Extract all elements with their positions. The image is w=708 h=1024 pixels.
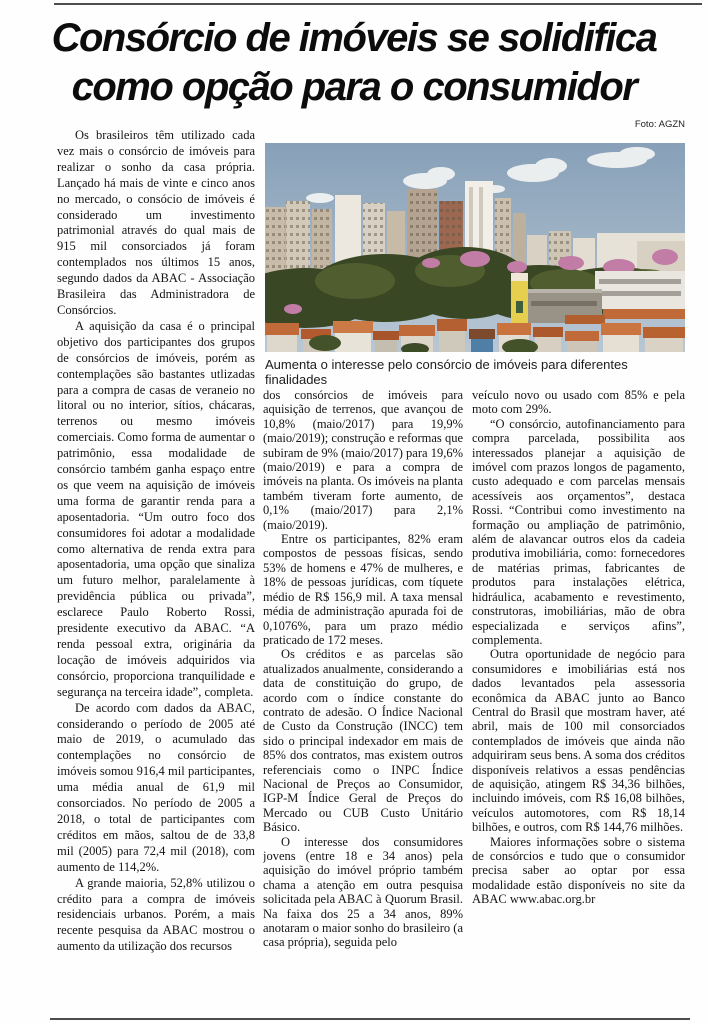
article-paragraph: Maiores informações sobre o sistema de consórcios e tudo que o consumidor precisa saber ao optar por essa modalidade estão disponíveis no site da ABAC www.abac.org.br — [472, 834, 685, 907]
cityscape-photo — [265, 143, 685, 352]
article-headline — [0, 14, 708, 112]
photo-credit: Foto: AGZN — [634, 119, 685, 130]
article-column-2 — [263, 388, 463, 1014]
article-paragraph: A grande maioria, 52,8% utilizou o crédito para a compra de imóveis residenciais urbanos. Porém, a mais recente pesquisa da ABAC mostrou o aumento da utilização dos recursos — [57, 875, 255, 954]
article-paragraph: veículo novo ou usado com 85% e pela moto com 29%. — [472, 388, 685, 417]
article-paragraph: “O consórcio, autofinanciamento para compra parcelada, possibilita aos interessados planejar a aquisição de imóvel com prazos longos de pagamento, custo adequado e com parcelas mensais acessíveis aos orçamentos”, destaca Rossi. “Contribui como investimento na formação ou ampliação de patrimônio, além de alavancar outros elos da cadeia produtiva imobiliária, como: fornecedores de matérias primas, fabricantes de produtos para instalações elétrica, hidráulica, acabamento e revestimento, construtoras, imobiliárias, mão de obra especializada e serviços afins”, complementa. — [472, 416, 685, 647]
article-paragraph: Entre os participantes, 82% eram compostos de pessoas físicas, sendo 53% de homens e 47% de mulheres, e 18% de pessoas jurídicas, com tíquete médio de R$ 156,9 mil. A taxa mensal média de administração apurada foi de 0,1076%, para um prazo médio praticado de 172 meses. — [263, 532, 463, 647]
article-paragraph: Os brasileiros têm utilizado cada vez mais o consórcio de imóveis para realizar o sonho da casa própria. Lançado há mais de vinte e cinco anos no mercado, o consócio de imóveis é considerado um investimento patrimonial através do qual mais de 915 mil consorciados já foram contemplados nos últimos 15 anos, segundo dados da ABAC - Associação Brasileira das Administradora de Consórcios. — [57, 128, 255, 317]
article-column-1 — [57, 128, 255, 1014]
article-paragraph: De acordo com dados da ABAC, considerando o período de 2005 até maio de 2019, o acumulado das contemplações no consórcio de imóveis somou 916,4 mil participantes, uma média anual de 61,9 mil consorciados. No período de 2005 a 2018, o total de participantes com créditos em mãos, saltou de de 33,8 mil (2005) para 72,4 mil (2018), com aumento de 114,2%. — [57, 700, 255, 874]
article-paragraph: Outra oportunidade de negócio para consumidores e imobiliárias está nos dados levantados pela assessoria econômica da ABAC junto ao Banco Central do Brasil que mostram haver, até abril, mais de 100 mil consorciados contemplados de imóveis que ainda não adquiriram seus bens. A soma dos créditos disponíveis relativos a essas pendências de aquisição, atingem R$ 34,36 bilhões, incluindo imóveis, com R$ 16,08 bilhões, veículos automotores, com R$ 18,14 bilhões, e outros, com R$ 144,76 milhões. — [472, 647, 685, 835]
headline-line-1: Consórcio de imóveis se solidifica — [51, 16, 657, 60]
article-paragraph: dos consórcios de imóveis para aquisição de terrenos, que avançou de 10,8% (maio/2017) para 19,9% (maio/2019); construção e reformas que subiram de 9% (maio/2017) para 19,6% (maio/2019) e para a compra de imóveis na planta. Os imóveis na planta também tiveram forte aumento, de 0,1% (maio/2017) para 2,1% (maio/2019). — [263, 388, 463, 532]
cityscape-illustration — [265, 143, 685, 352]
headline-line-2: como opção para o consumidor — [71, 65, 637, 109]
top-rule — [54, 3, 702, 5]
article-column-3 — [472, 388, 685, 1014]
article-paragraph: O interesse dos consumidores jovens (entre 18 e 34 anos) pela aquisição do imóvel próprio também chama a atenção em outra pesquisa solicitada pela ABAC à Quorum Brasil. Na faixa dos 25 a 34 anos, 89% anotaram o maior sonho do brasileiro (a casa própria), seguida pelo — [263, 834, 463, 950]
bottom-rule — [50, 1018, 690, 1020]
article-paragraph: Os créditos e as parcelas são atualizados anualmente, considerando a data de constituição do grupo, de acordo com o índice constante do contrato de adesão. O Índice Nacional de Custo da Construção (INCC) tem sido o principal indexador em mais de 85% dos contratos, mas existem outros referenciais como o INPC Índice Nacional de Preços ao Consumidor, IGP-M Índice Geral de Preços do Mercado ou CUB Custo Unitário Básico. — [263, 647, 463, 835]
article-paragraph: A aquisição da casa é o principal objetivo dos participantes dos grupos de consórcios de imóveis, porém as contemplações são bastantes utlizadas para a compra de casas de veraneio no litoral ou no interior, sítios, chácaras, terrenos ou mesmo imóveis comerciais. Como forma de aumentar o patrimônio, essa modalidade de consórcio também ganha espaço entre os que veem na aquisição de imóveis uma forma de garantir renda para a aposentadoria. “Um outro foco dos consumidores foi adotar a modalidade como alternativa de renda extra para aposentadoria, uma opção que sinaliza um futuro melhor, paralelamente à previdência pública ou privada”, esclarece Paulo Roberto Rossi, presidente executivo da ABAC. “A renda pessoal extra, originária da locação de imóveis adquiridos via consórcio, proporciona tranquilidade e segurança na terceira idade”, completa. — [57, 318, 255, 699]
photo-caption: Aumenta o interesse pelo consórcio de imóveis para diferentes finalidades — [265, 357, 628, 387]
